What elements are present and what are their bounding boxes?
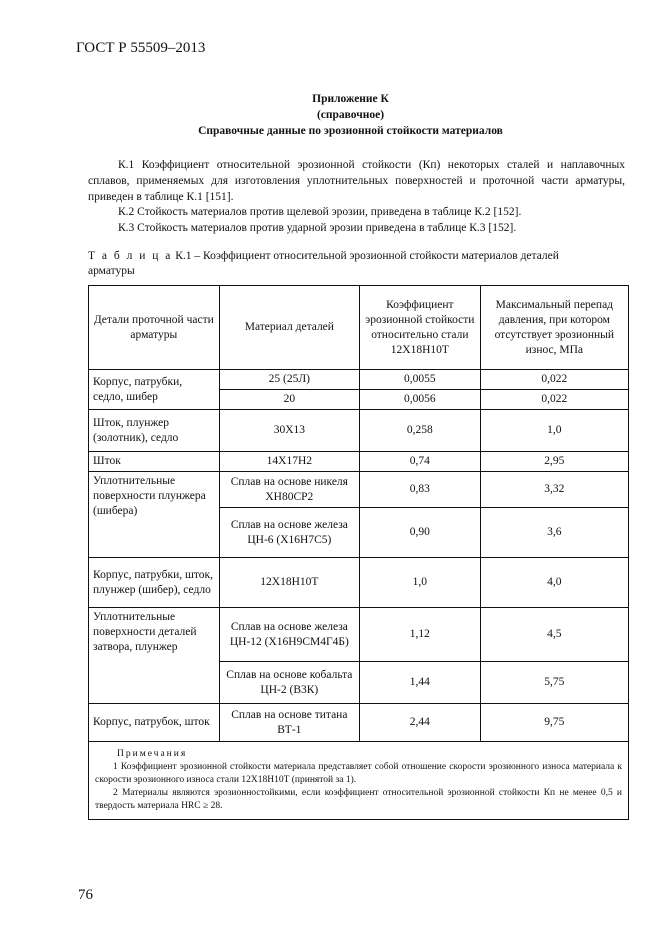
table-row [89,472,629,508]
cell-part: Уплотнительные поверхности деталей затвора, плунжер [89,608,220,704]
cell-coefficient: 1,12 [360,608,481,662]
cell-coefficient: 0,0055 [360,370,481,390]
cell-pressure: 1,0 [480,410,628,452]
cell-material: Сплав на основе кобальта ЦН-2 (В3К) [219,662,360,704]
cell-material: 30Х13 [219,410,360,452]
page-number: 76 [78,887,93,903]
table-row [89,452,629,472]
header-coefficient: Коэффициент эрозионной стойкости относительно стали 12Х18Н10Т [360,286,481,370]
cell-pressure: 4,0 [480,558,628,608]
cell-part: Уплотнительные поверхности плунжера (шибера) [89,472,220,558]
paragraph-k1: К.1 Коэффициент относительной эрозионной стойкости (Кп) некоторых сталей и наплавочных сплавов, применяемых для изготовления уплотнительных поверхностей и проточной части арматуры, приведен в таблице К.1 [151]. [88,159,625,203]
document-code: ГОСТ Р 55509–2013 [76,40,206,56]
erosion-table [88,285,629,820]
cell-part: Корпус, патрубок, шток [89,704,220,742]
cell-coefficient: 0,258 [360,410,481,452]
cell-material: 12Х18Н10Т [219,558,360,608]
cell-material: 20 [219,390,360,410]
cell-part: Корпус, патрубки, седло, шибер [89,370,220,410]
header-material: Материал деталей [219,286,360,370]
cell-part: Корпус, патрубки, шток, плунжер (шибер), седло [89,558,220,608]
table-caption-text: К.1 – Коэффициент относительной эрозионной стойкости материалов деталей арматуры [88,250,559,277]
cell-coefficient: 2,44 [360,704,481,742]
cell-coefficient: 1,44 [360,662,481,704]
cell-material: Сплав на основе железа ЦН-12 (Х16Н9СМ4Г4Б) [219,608,360,662]
paragraph-k3: К.3 Стойкость материалов против ударной эрозии приведена в таблице К.3 [152]. [118,222,517,234]
cell-part: Шток, плунжер (золотник), седло [89,410,220,452]
appendix-subtitle: (справочное) [316,109,385,121]
table-notes-row [89,742,629,820]
table-caption [88,249,608,279]
cell-coefficient: 0,0056 [360,390,481,410]
table-header-row [89,286,629,370]
paragraph-k2: К.2 Стойкость материалов против щелевой эрозии, приведена в таблице К.2 [152]. [118,206,522,218]
table-caption-prefix: Т а б л и ц а [88,250,173,262]
cell-material: Сплав на основе железа ЦН-6 (Х16Н7С5) [219,508,360,558]
cell-coefficient: 0,83 [360,472,481,508]
cell-pressure: 0,022 [480,370,628,390]
cell-pressure: 3,6 [480,508,628,558]
cell-material: 14Х17Н2 [219,452,360,472]
table-notes [89,742,629,820]
cell-material: Сплав на основе никеля ХН80СР2 [219,472,360,508]
cell-material: Сплав на основе титана ВТ-1 [219,704,360,742]
cell-coefficient: 0,90 [360,508,481,558]
cell-pressure: 5,75 [480,662,628,704]
appendix-heading: Справочные данные по эрозионной стойкости материалов [198,125,503,137]
notes-heading: Примечания [117,749,188,759]
table-row [89,608,629,662]
table-row [89,704,629,742]
table-row [89,558,629,608]
cell-pressure: 4,5 [480,608,628,662]
cell-part: Шток [89,452,220,472]
table-row [89,410,629,452]
cell-pressure: 0,022 [480,390,628,410]
header-parts: Детали проточной части арматуры [89,286,220,370]
header-pressure: Максимальный перепад давления, при котором отсутствует эрозионный износ, МПа [480,286,628,370]
cell-pressure: 9,75 [480,704,628,742]
cell-material: 25 (25Л) [219,370,360,390]
cell-coefficient: 1,0 [360,558,481,608]
cell-coefficient: 0,74 [360,452,481,472]
table-row [89,370,629,390]
appendix-title: Приложение К [312,93,389,105]
note-item: 2 Материалы являются эрозионностойкими, если коэффициент относительной эрозионной стойкости Кп не менее 0,5 и твердость материала HRC ≥ 28. [95,788,622,811]
cell-pressure: 2,95 [480,452,628,472]
note-item: 1 Коэффициент эрозионной стойкости материала представляет собой отношение скорости эрозионного износа материала к скорости эрозионного износа стали 12Х18Н10Т (принятой за 1). [95,762,622,785]
cell-pressure: 3,32 [480,472,628,508]
